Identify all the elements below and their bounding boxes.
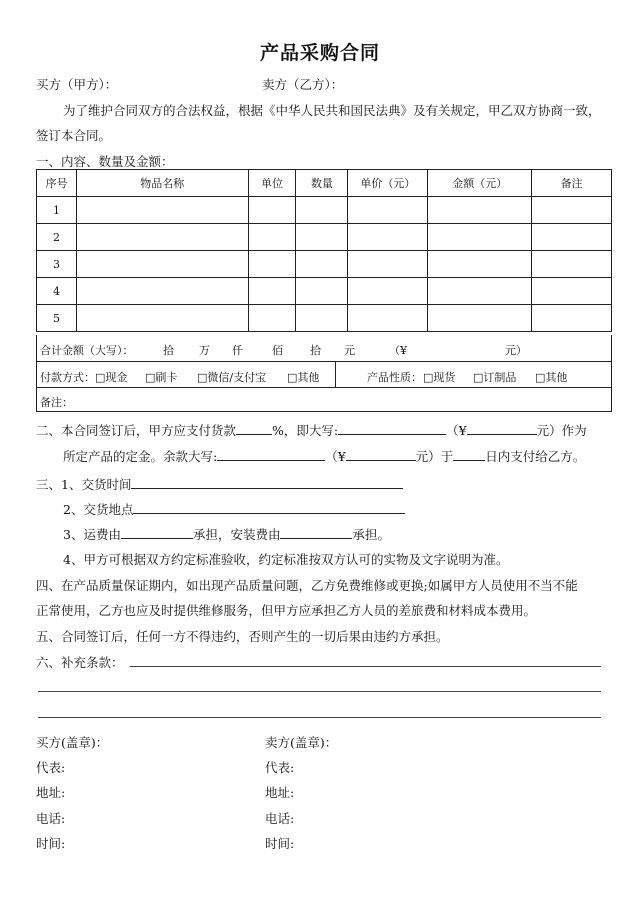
unit-price-cell[interactable]	[348, 224, 428, 251]
payment-row	[36, 362, 612, 388]
quantity-cell[interactable]	[296, 278, 348, 305]
table-header-row	[37, 170, 612, 197]
item-name-cell[interactable]	[76, 224, 248, 251]
buyer-party-label: 买方（甲方）：	[36, 77, 118, 92]
remarks-cell[interactable]	[532, 278, 612, 305]
remarks-cell[interactable]	[532, 197, 612, 224]
payment-option-card[interactable]: □刷卡	[145, 371, 178, 384]
deposit-percent-blank[interactable]	[236, 420, 272, 435]
table-row	[37, 251, 612, 278]
clause-6-label: 六、补充条款：	[36, 655, 124, 670]
seller-party-label: 卖方（乙方）：	[262, 77, 344, 92]
clause-2-text-a: 二、本合同签订后，甲方应支付货款	[36, 423, 237, 438]
clause-2-text-e: 所定产品的定金。余款大写:	[63, 449, 218, 464]
col-header-quantity: 数量	[296, 170, 348, 197]
item-name-cell[interactable]	[76, 305, 248, 332]
delivery-time-blank[interactable]	[131, 474, 403, 489]
unit-cell[interactable]	[248, 305, 296, 332]
total-unit-wan: 万	[199, 344, 210, 357]
row-number: 2	[37, 224, 77, 251]
items-table	[36, 169, 612, 332]
unit-cell[interactable]	[248, 278, 296, 305]
col-header-unit-price: 单价（元）	[348, 170, 428, 197]
total-unit-shi: 拾	[163, 344, 174, 357]
note-label: 备注：	[40, 396, 73, 409]
row-number: 1	[37, 197, 77, 224]
buyer-date-label: 时间:	[36, 836, 66, 851]
supplementary-line-1[interactable]	[130, 666, 601, 667]
col-header-remarks: 备注	[532, 170, 612, 197]
supplementary-line-3[interactable]	[38, 717, 601, 718]
total-yen-open: （¥	[389, 344, 407, 357]
clause-2-line-1	[36, 420, 587, 439]
buyer-address-label: 地址:	[36, 785, 66, 800]
remarks-cell[interactable]	[532, 251, 612, 278]
deposit-amount-blank[interactable]	[467, 420, 537, 435]
section-1-heading: 一、内容、数量及金额：	[36, 154, 174, 169]
clause-3-line-1	[36, 474, 403, 493]
intro-line-2: 签订本合同。	[36, 128, 112, 143]
deposit-words-blank[interactable]	[338, 420, 446, 435]
installation-label: 承担，安装费由	[192, 527, 281, 542]
amount-cell[interactable]	[428, 305, 532, 332]
product-nature-label: 产品性质：	[367, 371, 422, 384]
clause-3-line-3	[63, 524, 390, 543]
total-amount-label: 合计金额（大写）：	[40, 344, 134, 357]
seller-date-label: 时间:	[265, 836, 295, 851]
item-name-cell[interactable]	[76, 278, 248, 305]
remarks-cell[interactable]	[532, 224, 612, 251]
freight-blank[interactable]	[121, 524, 193, 539]
payment-divider	[335, 362, 336, 387]
balance-amount-blank[interactable]	[346, 446, 416, 461]
unit-price-cell[interactable]	[348, 251, 428, 278]
remarks-cell[interactable]	[532, 305, 612, 332]
table-row	[37, 278, 612, 305]
balance-days-blank[interactable]	[453, 446, 485, 461]
quantity-cell[interactable]	[296, 305, 348, 332]
installation-blank[interactable]	[280, 524, 352, 539]
total-unit-yuan: 元	[344, 344, 355, 357]
freight-label: 3、运费由	[63, 527, 121, 542]
intro-line-1: 为了维护合同双方的合法权益，根据《中华人民共和国民法典》及有关规定，甲乙双方协商一致，	[63, 103, 601, 118]
clause-3-line-2	[63, 499, 405, 518]
buyer-representative-label: 代表:	[36, 760, 66, 775]
note-row	[36, 388, 612, 412]
seller-address-label: 地址:	[265, 785, 295, 800]
quantity-cell[interactable]	[296, 224, 348, 251]
payment-option-wechat-alipay[interactable]: □微信/支付宝	[197, 371, 267, 384]
amount-cell[interactable]	[428, 224, 532, 251]
unit-cell[interactable]	[248, 251, 296, 278]
delivery-place-label: 2、交货地点	[63, 502, 134, 517]
nature-option-in-stock[interactable]: □现货	[423, 371, 456, 384]
seller-seal-label: 卖方(盖章)：	[265, 735, 338, 750]
row-number: 4	[37, 278, 77, 305]
unit-price-cell[interactable]	[348, 278, 428, 305]
payment-option-other[interactable]: □其他	[287, 371, 320, 384]
total-unit-qian: 仟	[232, 344, 243, 357]
clause-2-text-f: （¥	[325, 449, 346, 464]
table-row	[37, 305, 612, 332]
total-yuan-close: 元）	[505, 344, 527, 357]
total-unit-shi-2: 拾	[310, 344, 321, 357]
balance-words-blank[interactable]	[217, 446, 325, 461]
amount-cell[interactable]	[428, 197, 532, 224]
total-unit-bai: 佰	[272, 344, 283, 357]
unit-price-cell[interactable]	[348, 305, 428, 332]
clause-2-text-h: 日内支付给乙方。	[485, 449, 586, 464]
unit-cell[interactable]	[248, 224, 296, 251]
item-name-cell[interactable]	[76, 251, 248, 278]
nature-option-custom[interactable]: □订制品	[473, 371, 517, 384]
supplementary-line-2[interactable]	[38, 691, 601, 692]
quantity-cell[interactable]	[296, 251, 348, 278]
buyer-seal-label: 买方(盖章)：	[36, 735, 109, 750]
clause-2-text-b: %，即大写:	[272, 423, 339, 438]
clause-4-line-2: 正常使用，乙方也应及时提供维修服务，但甲方应承担乙方人员的差旅费和材料成本费用。	[36, 603, 537, 618]
item-name-cell[interactable]	[76, 197, 248, 224]
contract-title: 产品采购合同	[259, 42, 380, 64]
table-row	[37, 197, 612, 224]
col-header-unit: 单位	[248, 170, 296, 197]
payment-option-cash[interactable]: □现金	[95, 371, 128, 384]
clause-3-line-3-end: 承担。	[352, 527, 390, 542]
clause-5: 五、合同签订后，任何一方不得违约，否则产生的一切后果由违约方承担。	[36, 629, 449, 644]
seller-phone-label: 电话:	[265, 811, 295, 826]
col-header-item-name: 物品名称	[76, 170, 248, 197]
clause-2-text-g: 元）于	[415, 449, 454, 464]
row-number: 5	[37, 305, 77, 332]
amount-cell[interactable]	[428, 278, 532, 305]
quantity-cell[interactable]	[296, 197, 348, 224]
clause-2-text-c: （¥	[446, 423, 467, 438]
payment-method-label: 付款方式：	[40, 371, 95, 384]
col-header-amount: 金额（元）	[428, 170, 532, 197]
table-row	[37, 224, 612, 251]
clause-2-line-2	[63, 446, 585, 465]
total-amount-row	[36, 335, 612, 362]
delivery-time-label: 三、1、交货时间	[36, 477, 132, 492]
row-number: 3	[37, 251, 77, 278]
buyer-phone-label: 电话:	[36, 811, 66, 826]
clause-2-text-d: 元）作为	[536, 423, 587, 438]
unit-cell[interactable]	[248, 197, 296, 224]
clause-3-line-4: 4、甲方可根据双方约定标准验收，约定标准按双方认可的实物及文字说明为准。	[63, 552, 509, 567]
col-header-no: 序号	[37, 170, 77, 197]
seller-representative-label: 代表:	[265, 760, 295, 775]
amount-cell[interactable]	[428, 251, 532, 278]
delivery-place-blank[interactable]	[133, 499, 405, 514]
nature-option-other[interactable]: □其他	[535, 371, 568, 384]
clause-4-line-1: 四、在产品质量保证期内，如出现产品质量问题，乙方免费维修或更换;如属甲方人员使用不当不能	[36, 578, 578, 593]
unit-price-cell[interactable]	[348, 197, 428, 224]
